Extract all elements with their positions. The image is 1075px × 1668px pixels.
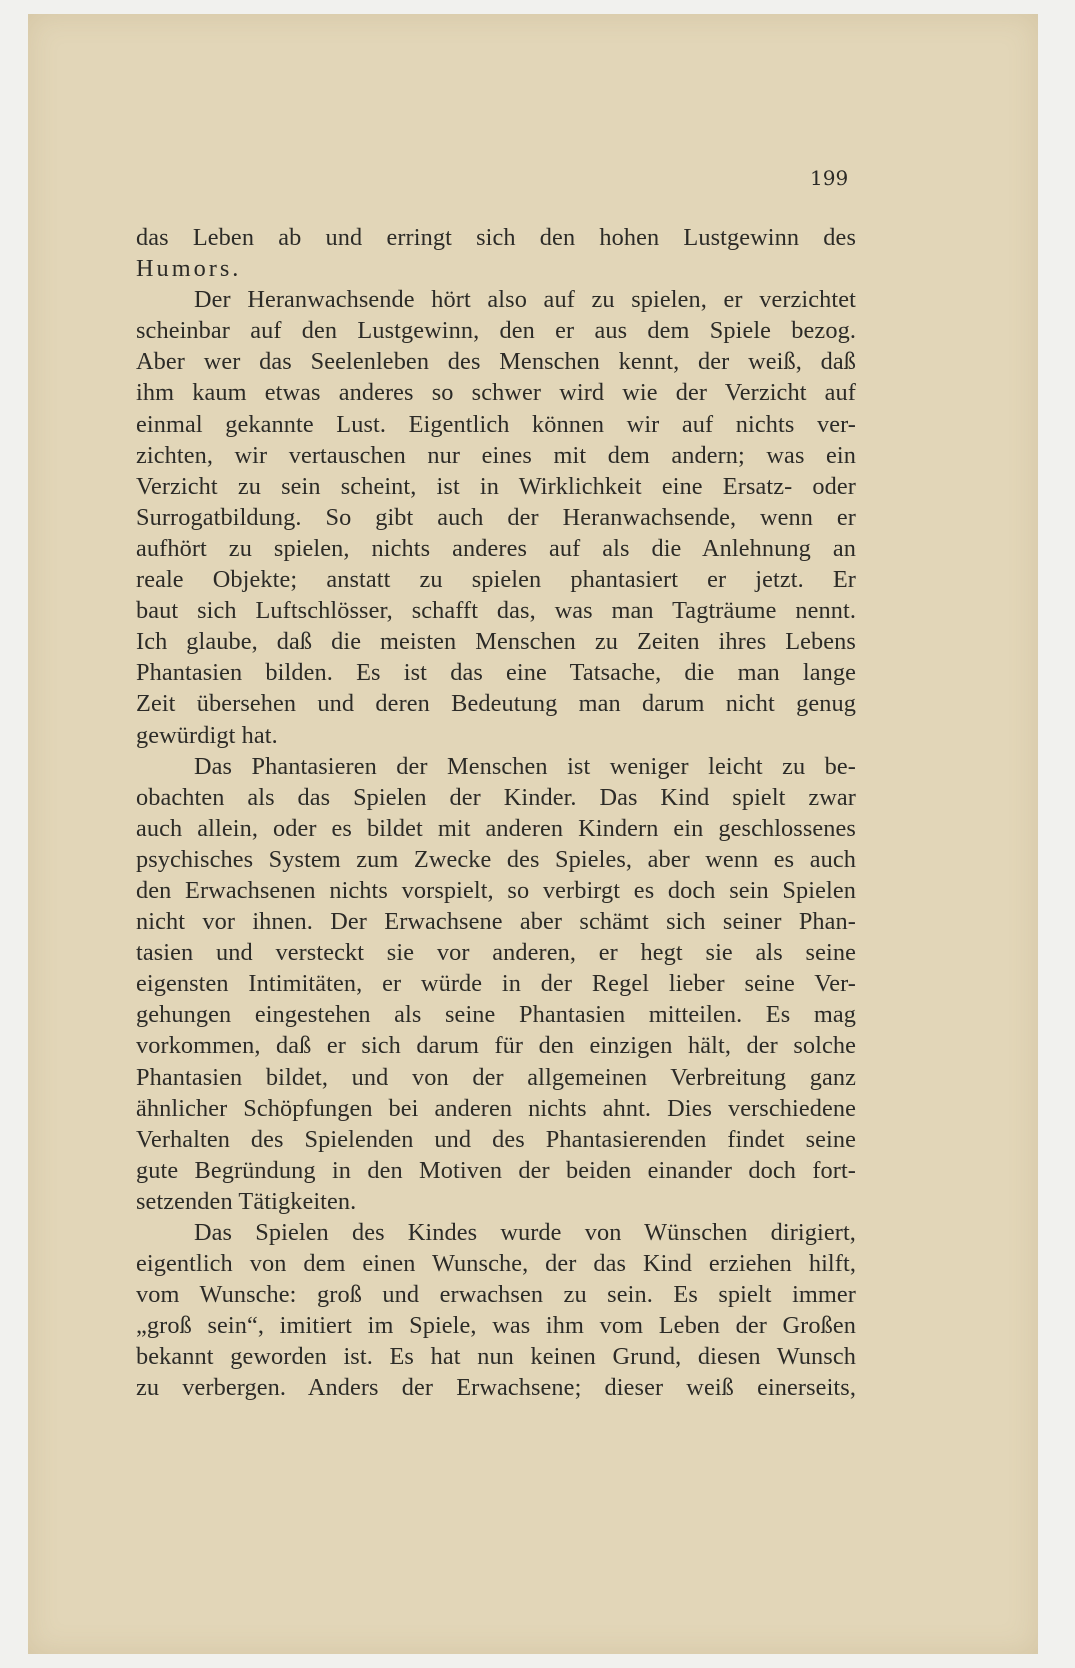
text-line: Ich glaube, daß die meisten Menschen zu Zeiten ihres Lebens	[136, 628, 856, 656]
text-line: Das Phantasieren der Menschen ist weniger leicht zu be-	[194, 752, 856, 780]
text-line: psychisches System zum Zwecke des Spieles, aber wenn es auch	[136, 845, 856, 873]
text-line: Aber wer das Seelenleben des Menschen kennt, der weiß, daß	[136, 348, 856, 376]
text-line: einmal gekannte Lust. Eigentlich können wir auf nichts ver-	[136, 410, 856, 438]
text-line: gute Begründung in den Motiven der beiden einander doch fort-	[136, 1156, 856, 1184]
text-line: reale Objekte; anstatt zu spielen phantasiert er jetzt. Er	[136, 566, 856, 594]
text-line: eigentlich von dem einen Wunsche, der das Kind erziehen hilft,	[136, 1250, 856, 1278]
text-line: aufhört zu spielen, nichts anderes auf als die Anlehnung an	[136, 534, 856, 562]
text-line: Verzicht zu sein scheint, ist in Wirklichkeit eine Ersatz- oder	[136, 472, 856, 500]
page-number: 199	[810, 166, 849, 190]
text-line: vom Wunsche: groß und erwachsen zu sein. Es spielt immer	[136, 1281, 856, 1309]
text-line: den Erwachsenen nichts vorspielt, so verbirgt es doch sein Spielen	[136, 876, 856, 904]
text-line: obachten als das Spielen der Kinder. Das Kind spielt zwar	[136, 783, 856, 811]
text-line: bekannt geworden ist. Es hat nun keinen Grund, diesen Wunsch	[136, 1343, 856, 1371]
text-line: scheinbar auf den Lustgewinn, den er aus dem Spiele bezog.	[136, 317, 856, 345]
body-text	[136, 222, 856, 1404]
text-line: ähnlicher Schöpfungen bei anderen nichts ahnt. Dies verschiedene	[136, 1094, 856, 1122]
text-line: Humors.	[136, 255, 242, 283]
text-line: gewürdigt hat.	[136, 721, 278, 749]
text-line: Phantasien bildet, und von der allgemeinen Verbreitung ganz	[136, 1063, 856, 1091]
text-line: auch allein, oder es bildet mit anderen Kindern ein geschlossenes	[136, 814, 856, 842]
text-line: eigensten Intimitäten, er würde in der Regel lieber seine Ver-	[136, 970, 856, 998]
text-line: zichten, wir vertauschen nur eines mit dem andern; was ein	[136, 441, 856, 469]
text-line: baut sich Luftschlösser, schafft das, was man Tagträume nennt.	[136, 597, 856, 625]
text-line: das Leben ab und erringt sich den hohen Lustgewinn des	[136, 224, 856, 251]
text-line: ihm kaum etwas anderes so schwer wird wie der Verzicht auf	[136, 379, 856, 407]
text-line: „groß sein“, imitiert im Spiele, was ihm vom Leben der Großen	[136, 1312, 856, 1340]
text-line: Der Heranwachsende hört also auf zu spielen, er verzichtet	[194, 286, 856, 314]
text-line: Verhalten des Spielenden und des Phantasierenden findet seine	[136, 1125, 856, 1153]
text-line: Das Spielen des Kindes wurde von Wünschen dirigiert,	[194, 1219, 856, 1246]
text-line: Zeit übersehen und deren Bedeutung man darum nicht genug	[136, 690, 856, 718]
text-line: zu verbergen. Anders der Erwachsene; dieser weiß einerseits,	[136, 1374, 856, 1402]
text-line: vorkommen, daß er sich darum für den einzigen hält, der solche	[136, 1032, 856, 1060]
text-line: tasien und versteckt sie vor anderen, er hegt sie als seine	[136, 939, 856, 967]
text-line: setzenden Tätigkeiten.	[136, 1187, 357, 1215]
book-page	[28, 14, 1038, 1654]
text-line: Surrogatbildung. So gibt auch der Heranwachsende, wenn er	[136, 503, 856, 531]
text-line: Phantasien bilden. Es ist das eine Tatsache, die man lange	[136, 659, 856, 687]
text-line: nicht vor ihnen. Der Erwachsene aber schämt sich seiner Phan-	[136, 908, 856, 936]
text-line: gehungen eingestehen als seine Phantasien mitteilen. Es mag	[136, 1001, 856, 1029]
